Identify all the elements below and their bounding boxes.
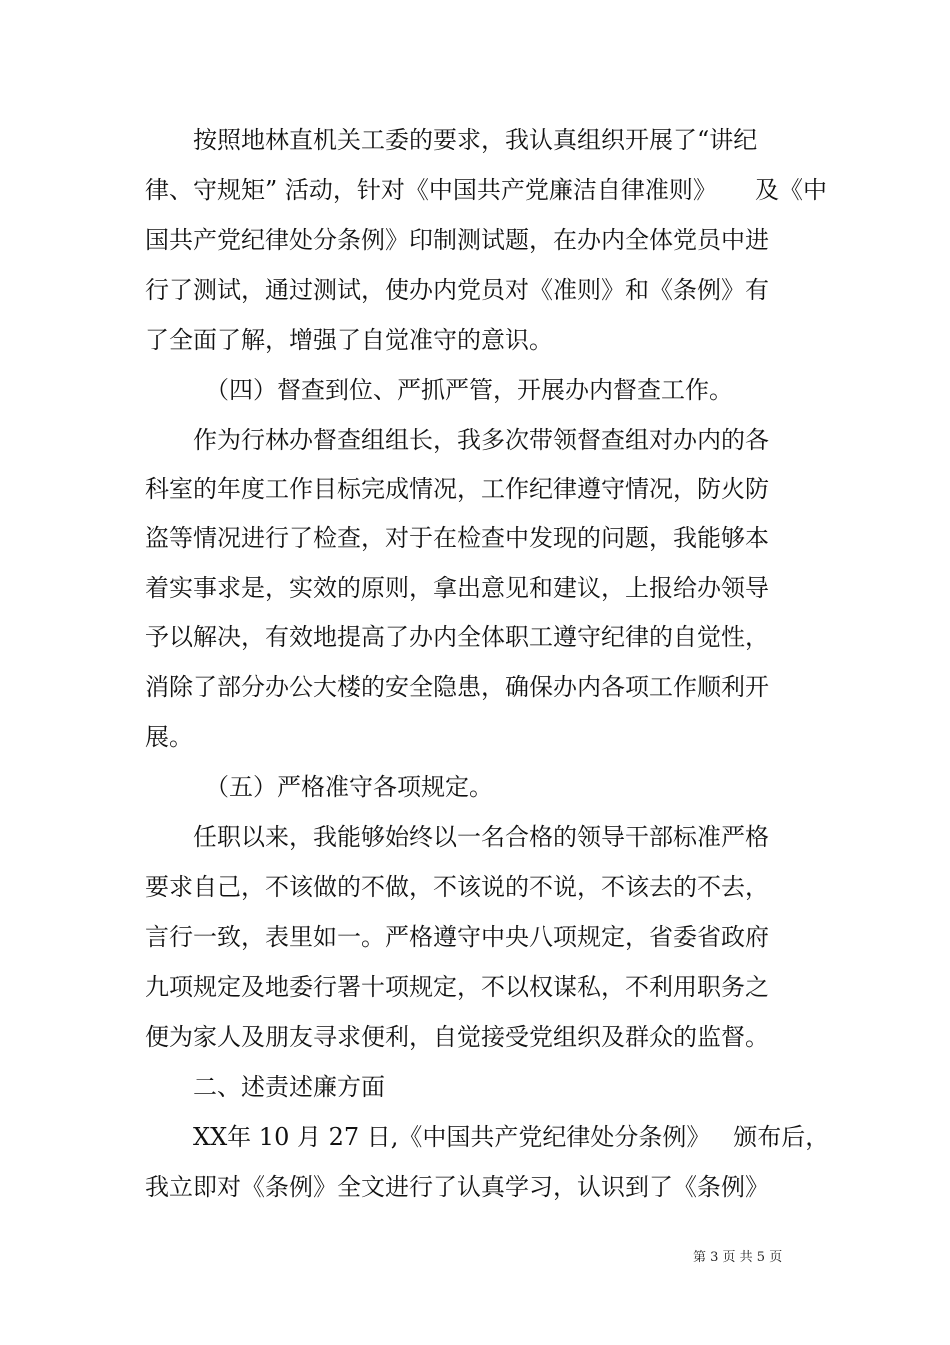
page-number-footer: 第 3 页 共 5 页 [693, 1250, 783, 1265]
paragraph-line: 展。 [145, 723, 193, 751]
section-heading: （四）督查到位、严抓严管，开展办内督查工作。 [205, 376, 733, 404]
paragraph-line: 九项规定及地委行署十项规定，不以权谋私，不利用职务之 [145, 973, 769, 1001]
paragraph-line: 任职以来，我能够始终以一名合格的领导干部标准严格 [193, 823, 769, 851]
section-heading: 二、述责述廉方面 [193, 1073, 385, 1101]
section-heading: （五）严格准守各项规定。 [205, 773, 493, 801]
paragraph-line: 按照地林直机关工委的要求，我认真组织开展了“讲纪 [193, 126, 758, 154]
paragraph-line: 我立即对《条例》全文进行了认真学习，认识到了《条例》 [145, 1173, 769, 1201]
paragraph-line: 律、守规矩” 活动，针对《中国共产党廉洁自律准则》 及《中 [145, 176, 828, 204]
paragraph-line: 行了测试，通过测试，使办内党员对《准则》和《条例》有 [145, 276, 769, 304]
paragraph-line: 言行一致，表里如一。严格遵守中央八项规定，省委省政府 [145, 923, 769, 951]
paragraph-line: 科室的年度工作目标完成情况，工作纪律遵守情况，防火防 [145, 475, 769, 503]
paragraph-line: 国共产党纪律处分条例》印制测试题，在办内全体党员中进 [145, 226, 769, 254]
paragraph-line: 作为行林办督查组组长，我多次带领督查组对办内的各 [193, 426, 769, 454]
paragraph-line: 盗等情况进行了检查，对于在检查中发现的问题，我能够本 [145, 524, 769, 552]
paragraph-line: XX年 10 月 27 日,《中国共产党纪律处分条例》 颁布后， [193, 1123, 830, 1151]
paragraph-line: 要求自己，不该做的不做，不该说的不说，不该去的不去， [145, 873, 769, 901]
paragraph-line: 着实事求是，实效的原则，拿出意见和建议，上报给办领导 [145, 574, 769, 602]
paragraph-line: 予以解决，有效地提高了办内全体职工遵守纪律的自觉性， [145, 623, 769, 651]
paragraph-line: 消除了部分办公大楼的安全隐患，确保办内各项工作顺利开 [145, 673, 769, 701]
paragraph-line: 了全面了解，增强了自觉准守的意识。 [145, 326, 553, 354]
paragraph-line: 便为家人及朋友寻求便利，自觉接受党组织及群众的监督。 [145, 1023, 769, 1051]
